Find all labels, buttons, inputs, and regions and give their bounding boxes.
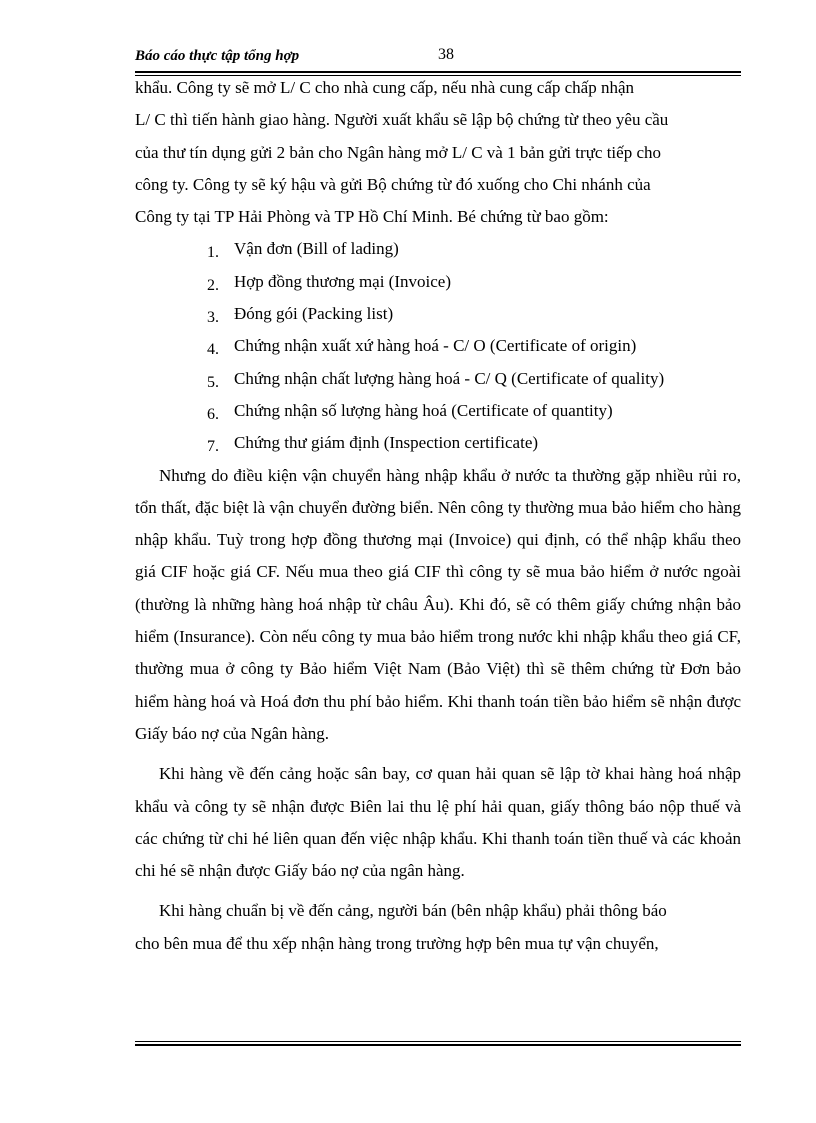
paragraph-insurance: Nhưng do điều kiện vận chuyển hàng nhập khẩu ở nước ta thường gặp nhiều rủi ro, tổn thất, đặc biệt là vận chuyển đường biển. Nên công ty thường mua bảo hiểm cho hàng nhập khẩu. Tuỳ trong hợp đồng thương mại (Invoice) qui định, có thể nhập khẩu theo giá CIF hoặc giá CF. Nếu mua theo giá CIF thì công ty sẽ mua bảo hiểm ở nước ngoài (thường là những hàng hoá nhập từ châu Âu). Khi đó, sẽ có thêm giấy chứng nhận bảo hiểm (Insurance). Còn nếu công ty mua bảo hiểm trong nước khi nhập khẩu theo giá CF, thường mua ở công ty Bảo hiểm Việt Nam (Bảo Việt) thì sẽ thêm chứng từ Đơn bảo hiểm hàng hoá và Hoá đơn thu phí bảo hiểm. Khi thanh toán tiền bảo hiểm sẽ nhận được Giấy báo nợ của Ngân hàng. bbox=[135, 465, 741, 743]
intro-line: L/ C thì tiến hành giao hàng. Người xuất khẩu sẽ lập bộ chứng từ theo yêu cầu bbox=[135, 110, 669, 130]
header-title: Báo cáo thực tập tổng hợp bbox=[135, 48, 300, 64]
list-text: Đóng gói (Packing list) bbox=[234, 304, 394, 324]
list-item bbox=[135, 427, 741, 459]
list-number: 2. bbox=[207, 276, 219, 294]
paragraph-arrival-line-last: cho bên mua để thu xếp nhận hàng trong trường hợp bên mua tự vận chuyển, bbox=[135, 933, 659, 953]
list-text: Chứng nhận xuất xứ hàng hoá - C/ O (Certificate of origin) bbox=[234, 336, 637, 356]
list-number: 6. bbox=[207, 405, 219, 423]
page-header bbox=[135, 46, 741, 68]
paragraph-customs: Khi hàng về đến cảng hoặc sân bay, cơ quan hải quan sẽ lập tờ khai hàng hoá nhập khẩu và công ty sẽ nhận được Biên lai thu lệ phí hải quan, giấy thông báo nộp thuế và các chứng từ chi hé liên quan đến việc nhập khẩu. Khi thanh toán tiền thuế và các khoản chi hé sẽ nhận được Giấy báo nợ của ngân hàng. bbox=[135, 764, 741, 881]
list-number: 1. bbox=[207, 244, 219, 262]
list-item bbox=[135, 298, 741, 330]
list-text: Hợp đồng thương mại (Invoice) bbox=[234, 271, 451, 291]
list-item bbox=[135, 363, 741, 395]
list-number: 5. bbox=[207, 373, 219, 391]
footer-rule bbox=[135, 1041, 741, 1042]
intro-line: công ty. Công ty sẽ ký hậu và gửi Bộ chứng từ đó xuống cho Chi nhánh của bbox=[135, 174, 651, 194]
list-number: 4. bbox=[207, 341, 219, 359]
paragraph-arrival-line: Khi hàng chuẩn bị về đến cảng, người bán (bên nhập khẩu) phải thông báo bbox=[159, 901, 667, 921]
list-item bbox=[135, 395, 741, 427]
list-item bbox=[135, 233, 741, 265]
list-number: 3. bbox=[207, 309, 219, 327]
list-number: 7. bbox=[207, 438, 219, 456]
list-text: Chứng nhận số lượng hàng hoá (Certificate of quantity) bbox=[234, 400, 613, 420]
intro-line: khẩu. Công ty sẽ mở L/ C cho nhà cung cấp, nếu nhà cung cấp chấp nhận bbox=[135, 78, 635, 97]
list-text: Chứng nhận chất lượng hàng hoá - C/ Q (Certificate of quality) bbox=[234, 368, 665, 388]
list-text: Vận đơn (Bill of lading) bbox=[234, 239, 399, 259]
list-item bbox=[135, 266, 741, 298]
document-list bbox=[135, 233, 741, 459]
intro-line-last: Công ty tại TP Hải Phòng và TP Hồ Chí Minh. Bé chứng từ bao gồm: bbox=[135, 207, 609, 227]
page-body bbox=[135, 72, 741, 960]
list-item bbox=[135, 330, 741, 362]
intro-line: của thư tín dụng gửi 2 bản cho Ngân hàng mở L/ C và 1 bản gửi trực tiếp cho bbox=[135, 142, 661, 162]
page-number: 38 bbox=[438, 46, 454, 63]
footer-rule-thick bbox=[135, 1044, 741, 1046]
list-text: Chứng thư giám định (Inspection certificate) bbox=[234, 433, 539, 453]
